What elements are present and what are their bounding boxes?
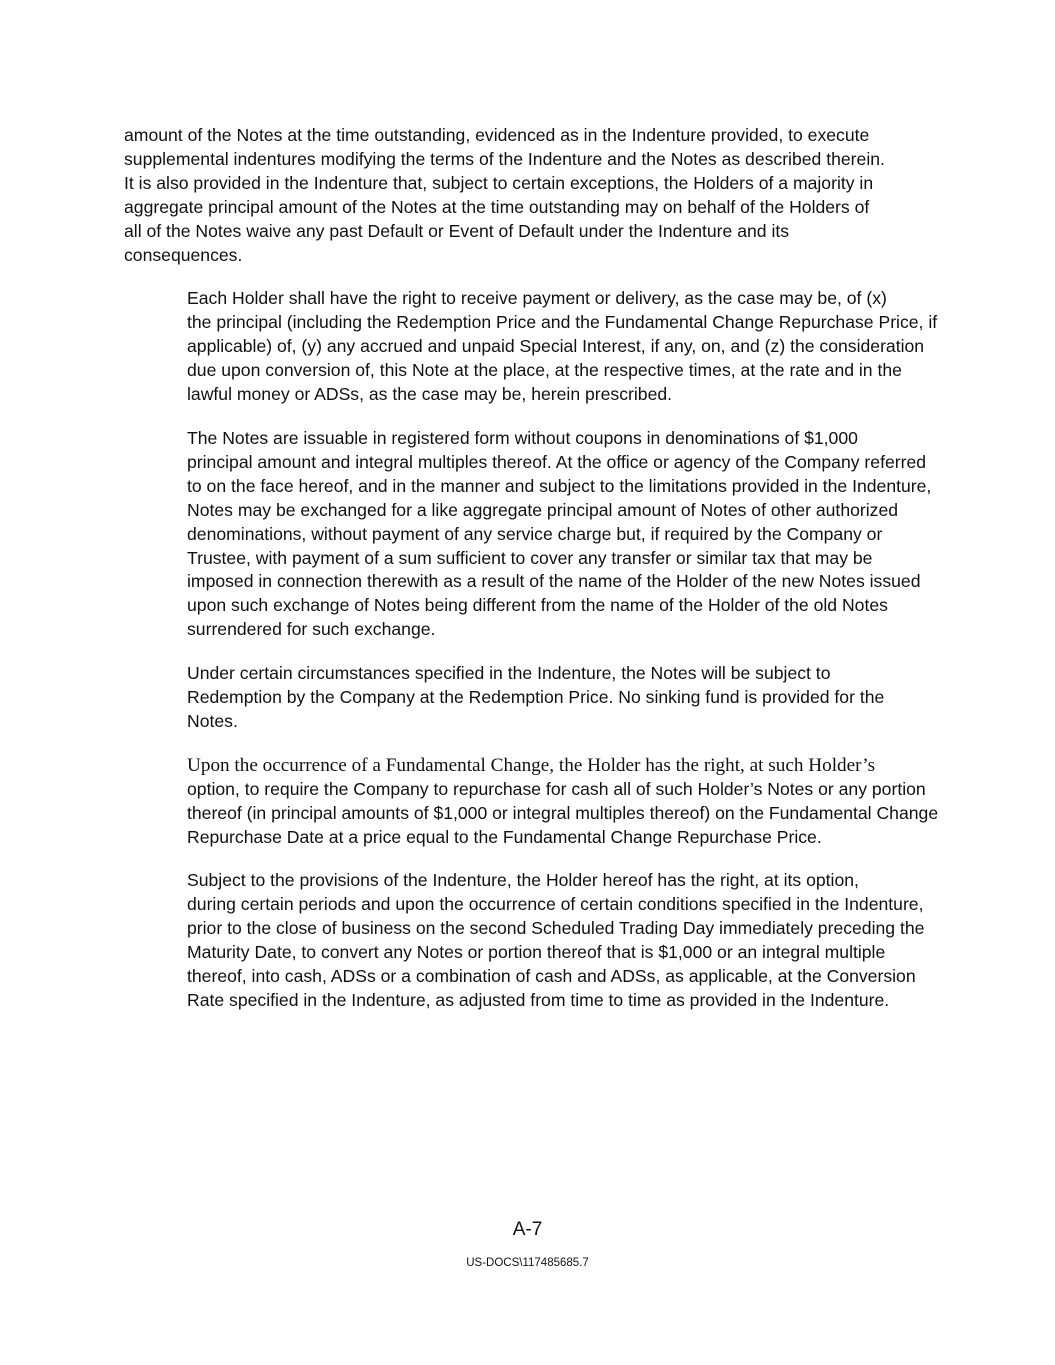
- paragraph-amendment-waiver: [124, 124, 944, 267]
- text-line: The Notes are issuable in registered form without coupons in denominations of $1,000: [187, 427, 858, 448]
- text-line: Upon the occurrence of a Fundamental Change, the Holder has the right, at such Holder’s: [187, 754, 876, 776]
- text-line: Redemption by the Company at the Redemption Price. No sinking fund is provided for the: [187, 687, 885, 708]
- document-id-footer: US-DOCS\117485685.7: [466, 1257, 589, 1269]
- text-line: amount of the Notes at the time outstanding, evidenced as in the Indenture provided, to execute: [124, 125, 870, 145]
- text-line: Notes.: [187, 710, 238, 731]
- text-line: consequences.: [124, 244, 243, 265]
- text-line: Maturity Date, to convert any Notes or portion thereof that is $1,000 or an integral multiple: [187, 942, 886, 963]
- text-line: Under certain circumstances specified in the Indenture, the Notes will be subject to: [187, 663, 831, 684]
- text-line: Subject to the provisions of the Indenture, the Holder hereof has the right, at its option,: [187, 870, 859, 891]
- paragraph-fundamental-change: [124, 754, 944, 850]
- text-line: the principal (including the Redemption Price and the Fundamental Change Repurchase Price, if: [187, 312, 938, 333]
- text-line: supplemental indentures modifying the terms of the Indenture and the Notes as described therein.: [124, 148, 885, 169]
- text-line: during certain periods and upon the occurrence of certain conditions specified in the Indenture,: [187, 894, 924, 915]
- text-line: Notes may be exchanged for a like aggregate principal amount of Notes of other authorized: [187, 499, 899, 520]
- text-line: Repurchase Date at a price equal to the Fundamental Change Repurchase Price.: [187, 826, 822, 847]
- paragraph-denominations-exchange: [124, 427, 944, 642]
- paragraph-redemption: [124, 662, 944, 734]
- text-line: It is also provided in the Indenture that, subject to certain exceptions, the Holders of a majority in: [124, 172, 874, 193]
- text-line: prior to the close of business on the second Scheduled Trading Day immediately preceding the: [187, 918, 925, 939]
- text-line: option, to require the Company to repurchase for cash all of such Holder’s Notes or any portion: [187, 778, 926, 799]
- text-line: principal amount and integral multiples thereof. At the office or agency of the Company referred: [187, 451, 927, 472]
- page-number: A-7: [512, 1219, 543, 1240]
- text-line: applicable) of, (y) any accrued and unpaid Special Interest, if any, on, and (z) the consideration: [187, 336, 925, 357]
- text-line: imposed in connection therewith as a result of the name of the Holder of the new Notes issued: [187, 571, 921, 592]
- text-line: surrendered for such exchange.: [187, 619, 436, 640]
- paragraph-holder-payment-right: [124, 287, 944, 407]
- paragraph-conversion-right: [124, 869, 944, 1012]
- text-line: thereof (in principal amounts of $1,000 or integral multiples thereof) on the Fundamental Change: [187, 802, 939, 823]
- document-body: [124, 124, 944, 1033]
- text-line: aggregate principal amount of the Notes at the time outstanding may on behalf of the Holders of: [124, 196, 870, 217]
- text-line: Rate specified in the Indenture, as adjusted from time to time as provided in the Indenture.: [187, 990, 890, 1010]
- text-line: denominations, without payment of any service charge but, if required by the Company or: [187, 523, 883, 544]
- text-line: to on the face hereof, and in the manner and subject to the limitations provided in the Indenture,: [187, 475, 932, 496]
- text-line: Trustee, with payment of a sum sufficient to cover any transfer or similar tax that may be: [187, 547, 873, 568]
- text-line: upon such exchange of Notes being different from the name of the Holder of the old Notes: [187, 595, 888, 616]
- text-line: all of the Notes waive any past Default or Event of Default under the Indenture and its: [124, 220, 790, 241]
- text-line: due upon conversion of, this Note at the place, at the respective times, at the rate and in the: [187, 360, 902, 381]
- text-line: thereof, into cash, ADSs or a combination of cash and ADSs, as applicable, at the Conversion: [187, 966, 916, 987]
- text-line: Each Holder shall have the right to receive payment or delivery, as the case may be, of (x): [187, 288, 887, 309]
- text-line: lawful money or ADSs, as the case may be, herein prescribed.: [187, 384, 673, 405]
